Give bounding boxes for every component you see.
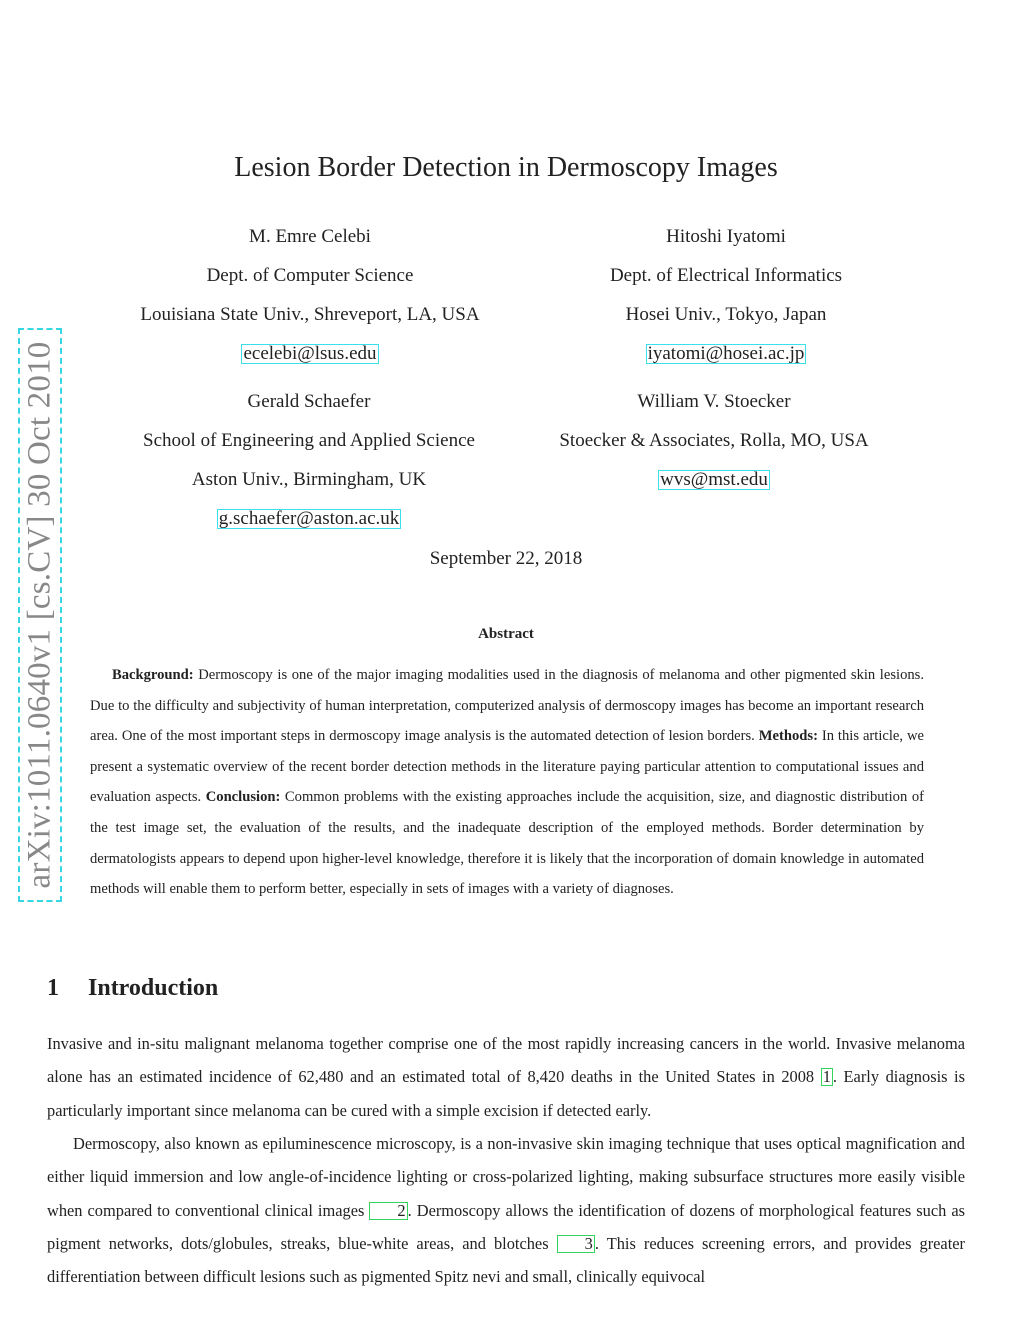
abstract-methods: In this article, we present a systematic overview of the recent border detection methods in the literature paying particular attention to computational issues and evaluation aspects. [90,728,924,806]
author-affiliation: Hosei Univ., Tokyo, Japan [625,304,827,325]
abstract-text [90,660,924,905]
author-dept: Stoecker & Associates, Rolla, MO, USA [559,430,869,451]
author-email-link[interactable]: wvs@mst.edu [660,469,768,490]
author-dept: Dept. of Electrical Informatics [609,265,843,286]
abstract-conclusion-label: Conclusion: [205,789,281,806]
intro-paragraph [47,1127,965,1293]
paper-date: September 22, 2018 [429,548,583,569]
intro-paragraph [47,1027,965,1127]
section-heading [47,975,218,1002]
author-block [536,217,916,373]
section-title: Introduction [88,975,219,1001]
author-email-link[interactable]: iyatomi@hosei.ac.jp [647,343,805,364]
paper-title: Lesion Border Detection in Dermoscopy Images [234,152,778,183]
author-dept: Dept. of Computer Science [206,265,414,286]
author-block [524,382,904,499]
author-dept: School of Engineering and Applied Science [143,430,475,451]
author-block [120,217,500,373]
citation-link[interactable]: 1 [822,1067,831,1087]
author-name: Gerald Schaefer [247,391,371,412]
author-affiliation: Louisiana State Univ., Shreveport, LA, USA [140,304,480,325]
paragraph-text: Invasive and in-situ malignant melanoma together comprise one of the most rapidly increasing cancers in the world. Invasive melanoma alone has an estimated incidence of 62,480 and an estimated total of 8,420 deaths in the United States in 2008 [47,1034,965,1087]
author-name: Hitoshi Iyatomi [666,226,786,247]
arxiv-identifier-link[interactable] [18,328,62,902]
author-email-link[interactable]: ecelebi@lsus.edu [243,343,377,364]
author-name: M. Emre Celebi [249,226,371,247]
abstract-background-label: Background: [112,667,194,683]
abstract-methods-label: Methods: [758,728,818,745]
citation-link[interactable]: 3 [557,1235,595,1253]
abstract-background: Dermoscopy is one of the major imaging modalities used in the diagnosis of melanoma and other pigmented skin lesions. Due to the difficulty and subjectivity of human interpretation, computerized analysis of dermoscopy images has become an important research area. One of the most important steps in dermoscopy image analysis is the automated detection of lesion borders. [90,667,924,745]
citation-link[interactable]: 2 [369,1202,407,1220]
author-email-link[interactable]: g.schaefer@aston.ac.uk [218,508,400,529]
paragraph-text: . Dermoscopy allows the identification of dozens of morphological features such as pigment networks, dots/globules, streaks, blue-white areas, and blotches [47,1200,965,1253]
author-block [110,382,508,538]
paragraph-text: Dermoscopy, also known as epiluminescence microscopy, is a non-invasive skin imaging technique that uses optical magnification and either liquid immersion and low angle-of-incidence lighting or cross-polarized lighting, making subsurface structures more easily visible when compared to conventional clinical images [47,1134,965,1220]
section-number: 1 [47,975,59,1001]
abstract-heading: Abstract [478,626,534,642]
author-name: William V. Stoecker [637,391,791,412]
paragraph-text: . This reduces screening errors, and provides greater differentiation between difficult lesions such as pigmented Spitz nevi and small, clinically equivocal [47,1233,965,1287]
paragraph-text: . Early diagnosis is particularly important since melanoma can be cured with a simple excision if detected early. [47,1067,965,1120]
author-affiliation: Aston Univ., Birmingham, UK [191,469,427,490]
arxiv-identifier-text: arXiv:1011.0640v1 [cs.CV] 30 Oct 2010 [21,341,58,889]
abstract-conclusion: Common problems with the existing approaches include the acquisition, size, and diagnostic distribution of the test image set, the evaluation of the results, and the inadequate description of the employed methods. Border determination by dermatologists appears to depend upon higher-level knowledge, therefore it is likely that the incorporation of domain knowledge in automated methods will enable them to perform better, especially in sets of images with a variety of diagnoses. [90,789,924,898]
